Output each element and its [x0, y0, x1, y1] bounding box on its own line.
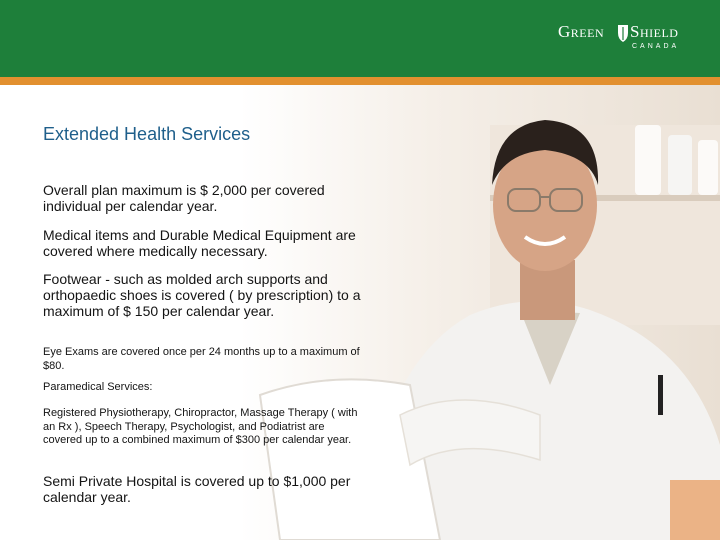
logo-word-shield: Shield [630, 22, 679, 41]
paramedical-services-text: Registered Physiotherapy, Chiropractor, Massage Therapy ( with an Rx ), Speech Therapy, Psychologist, and Podiatrist are covered up to a combined maximum of $300 per calendar year. [43, 407, 358, 446]
shield-leaf-icon [616, 23, 630, 43]
eye-exams-text: Eye Exams are covered once per 24 months up to a maximum of $80. [43, 346, 360, 372]
slide-title: Extended Health Services [43, 124, 251, 144]
medical-equipment-text: Medical items and Durable Medical Equipment are covered where medically necessary. [43, 227, 356, 259]
plan-maximum-text: Overall plan maximum is $ 2,000 per covered individual per calendar year. [43, 182, 325, 214]
footwear-text: Footwear - such as molded arch supports and orthopaedic shoes is covered ( by prescription) to a maximum of $ 150 per calendar year. [43, 271, 361, 319]
logo-word-green: Green [558, 22, 605, 41]
logo-subtitle: CANADA [632, 43, 680, 50]
green-shield-logo [558, 22, 698, 56]
accent-stripe [0, 77, 720, 85]
hospital-text: Semi Private Hospital is covered up to $1,000 per calendar year. [43, 473, 351, 505]
paramedical-heading: Paramedical Services: [43, 381, 153, 393]
